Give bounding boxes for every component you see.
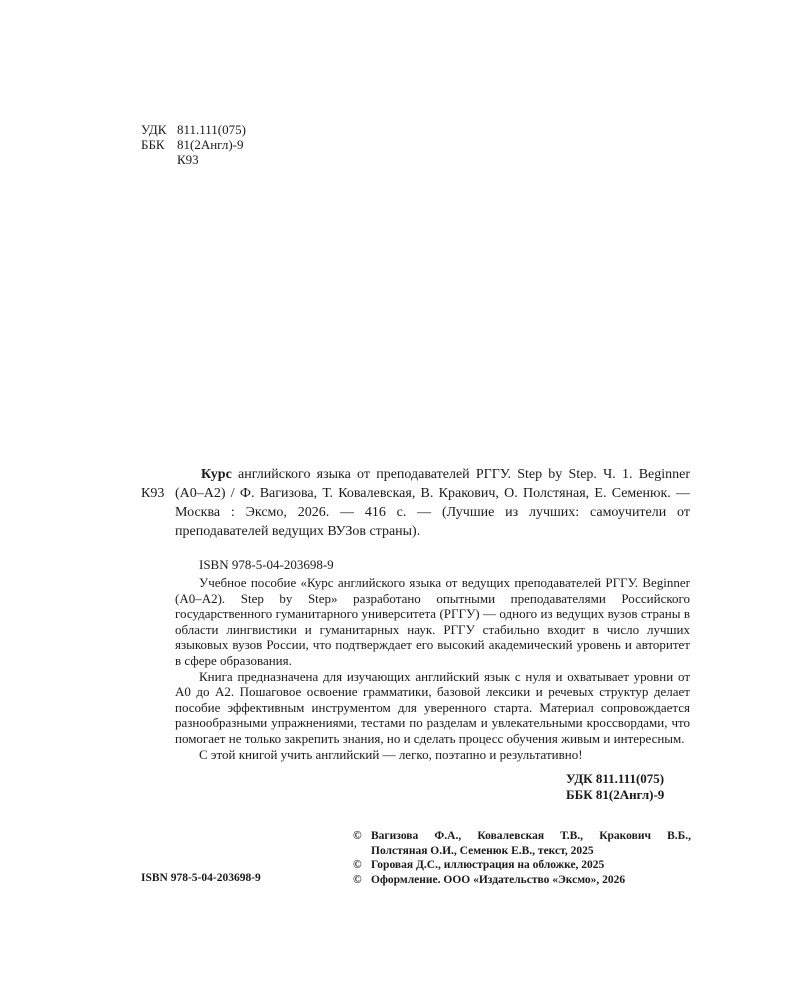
copyright-symbol: © — [353, 830, 362, 842]
bbk-bottom: ББК 81(2Англ)-9 — [566, 787, 665, 802]
bbk-code: 81(2Англ)-9 — [177, 137, 244, 152]
author-mark-side: К93 — [141, 486, 165, 501]
isbn-main: ISBN 978-5-04-203698-9 — [199, 557, 334, 572]
copyright-symbol: © — [353, 873, 362, 886]
bibliographic-text — [175, 465, 690, 541]
classification-block-top — [141, 122, 246, 167]
annotation — [175, 575, 690, 762]
bbk-label: ББК — [141, 137, 165, 152]
bibliographic-details: Ч. 1. Beginner (A0–A2) / Ф. Вагизова, Т. Ковалевская, В. Кракович, О. Полстяная, Е. Семенюк. — Москва : Эксмо, 2026. — 416 с. — (Лучшие из лучших: самоучители от преподавателей ведущих ВУЗов страны). — [175, 467, 691, 539]
isbn-bottom: ISBN 978-5-04-203698-9 — [141, 872, 261, 884]
udk-label: УДК — [141, 122, 167, 137]
copyright-illustration-text: Горовая Д.С., иллюстрация на обложке, 2025 — [371, 859, 605, 871]
copyright-authors-line1: Вагизова Ф.А., Ковалевская Т.В., Кракович В.Б., — [371, 830, 691, 842]
udk-bottom: УДК 811.111(075) — [566, 771, 665, 786]
copyright-design — [353, 873, 691, 888]
copyright-illustration — [353, 858, 691, 873]
annotation-paragraph: Книга предназначена для изучающих английский язык с нуля и охватывает уровни от A0 до A2. Пошаговое освоение грамматики, базовой лексики и речевых структур делает пособие эффективным инструментом для уверенного старта. Материал сопровождается разнообразными упражнениями, тестами по разделам и увлекательными кроссвордами, что помогает не только закрепить знания, но и сделать процесс обучения живым и интересным. — [175, 668, 690, 746]
annotation-paragraph: С этой книгой учить английский — легко, поэтапно и результативно! — [199, 746, 583, 762]
title-bold-word: Курс — [201, 467, 232, 482]
udk-code: 811.111(075) — [177, 122, 246, 137]
copyright-design-text: Оформление. ООО «Издательство «Эксмо», 2026 — [371, 873, 626, 886]
classification-block-bottom — [566, 771, 664, 803]
author-mark-top: К93 — [177, 152, 199, 167]
copyright-symbol: © — [353, 859, 362, 871]
annotation-paragraph: Учебное пособие «Курс английского языка от ведущих преподавателей РГГУ. Beginner (A0–A2). Step by Step» разработано опытными преподавателями Российского государственного гуманитарного университета (РГГУ) — одного из ведущих вузов страны в области лингвистики и гуманитарных наук. РГГУ стабильно входит в число лучших языковых вузов России, что подтверждает его высокий академический уровень и авторитет в сфере образования. — [175, 575, 690, 668]
copyright-block — [353, 829, 691, 887]
copyright-authors-line2: Полстяная О.И., Семенюк Е.В., текст, 2025 — [371, 844, 594, 857]
bibliographic-record — [175, 465, 690, 541]
copyright-authors — [353, 829, 691, 858]
title-rest: английского языка от преподавателей РГГУ. Step by Step. — [231, 467, 597, 482]
